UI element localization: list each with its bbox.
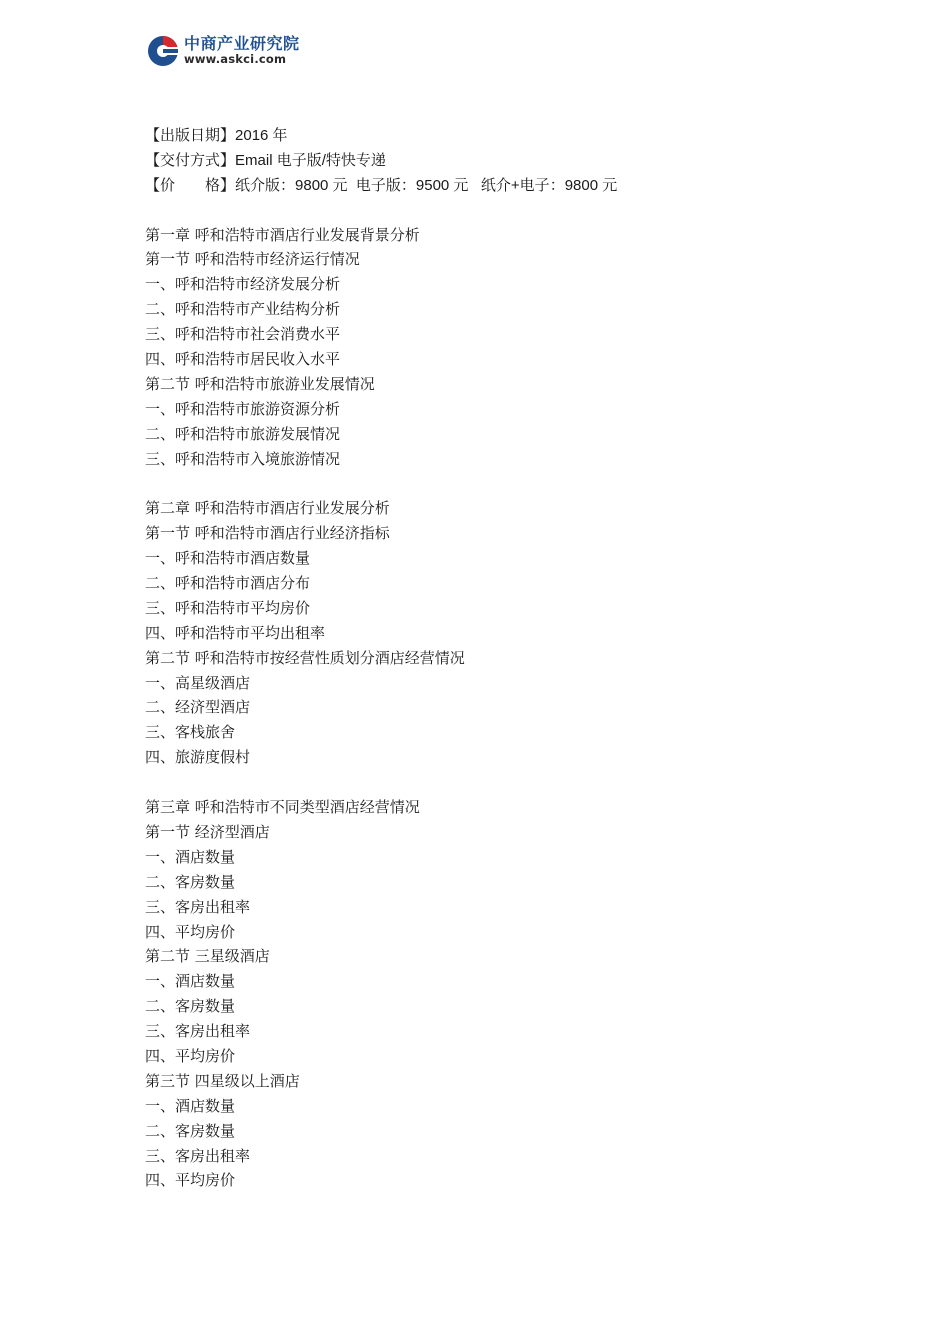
company-logo [146,33,300,69]
toc-line: 一、呼和浩特市酒店数量 [145,549,311,568]
toc-line: 四、平均房价 [145,1171,236,1190]
toc-line: 四、呼和浩特市居民收入水平 [145,350,341,369]
delivery-label: 【交付方式】 [145,150,236,169]
toc-line: 四、旅游度假村 [145,748,251,767]
toc-line: 二、客房数量 [145,872,236,891]
toc-line: 第二章 呼和浩特市酒店行业发展分析 [145,499,390,518]
toc-line: 二、呼和浩特市产业结构分析 [145,300,341,319]
delivery-value: Email 电子版/特快专递 [235,151,386,169]
toc-line: 第一节 经济型酒店 [145,822,270,841]
toc-line: 三、呼和浩特市社会消费水平 [145,325,341,344]
price-value: 纸介版：9800 元 电子版：9500 元 纸介+电子：9800 元 [235,176,618,194]
toc-line: 四、平均房价 [145,1046,236,1065]
spacer [145,770,845,795]
toc-line: 第二节 三星级酒店 [145,947,270,966]
date-value: 2016 年 [235,127,288,144]
toc-line: 第三节 四星级以上酒店 [145,1071,300,1090]
toc-line: 第一节 呼和浩特市酒店行业经济指标 [145,524,390,543]
price-label: 【价 格】 [145,175,236,194]
toc-line: 三、呼和浩特市平均房价 [145,598,311,617]
date-label: 【出版日期】 [145,126,236,144]
toc-line: 一、酒店数量 [145,972,236,991]
toc-chapter-3 [145,795,845,1193]
toc-line: 第一节 呼和浩特市经济运行情况 [145,250,360,269]
toc-line: 二、经济型酒店 [145,698,251,717]
logo-url: www.askci.com [184,52,287,67]
toc-chapter-2 [145,496,845,770]
toc-line: 三、客房出租率 [145,1146,251,1165]
logo-icon [146,34,180,68]
toc-line: 三、客栈旅舍 [145,723,236,742]
toc-line: 一、呼和浩特市旅游资源分析 [145,399,341,418]
publication-date [145,123,845,148]
delivery-method [145,148,845,173]
toc-line: 第二节 呼和浩特市按经营性质划分酒店经营情况 [145,648,465,667]
publication-info [145,123,845,198]
toc-line: 四、平均房价 [145,922,236,941]
toc-line: 一、酒店数量 [145,1096,236,1115]
toc-line: 四、呼和浩特市平均出租率 [145,623,326,642]
price-info [145,173,845,198]
toc-line: 二、客房数量 [145,1121,236,1140]
toc-chapter-1 [145,223,845,472]
logo-name: 中商产业研究院 [184,34,300,54]
spacer [145,471,845,496]
toc-line: 三、客房出租率 [145,1022,251,1041]
toc-line: 二、呼和浩特市旅游发展情况 [145,424,341,443]
toc-line: 第三章 呼和浩特市不同类型酒店经营情况 [145,798,420,817]
toc-line: 一、酒店数量 [145,847,236,866]
toc-line: 一、呼和浩特市经济发展分析 [145,275,341,294]
document-body [145,123,845,1193]
toc-line: 第一章 呼和浩特市酒店行业发展背景分析 [145,225,420,244]
toc-line: 三、客房出租率 [145,897,251,916]
toc-line: 三、呼和浩特市入境旅游情况 [145,449,341,468]
toc-line: 一、高星级酒店 [145,673,251,692]
toc-line: 第二节 呼和浩特市旅游业发展情况 [145,374,375,393]
toc-line: 二、客房数量 [145,997,236,1016]
spacer [145,198,845,223]
toc-line: 二、呼和浩特市酒店分布 [145,574,311,593]
